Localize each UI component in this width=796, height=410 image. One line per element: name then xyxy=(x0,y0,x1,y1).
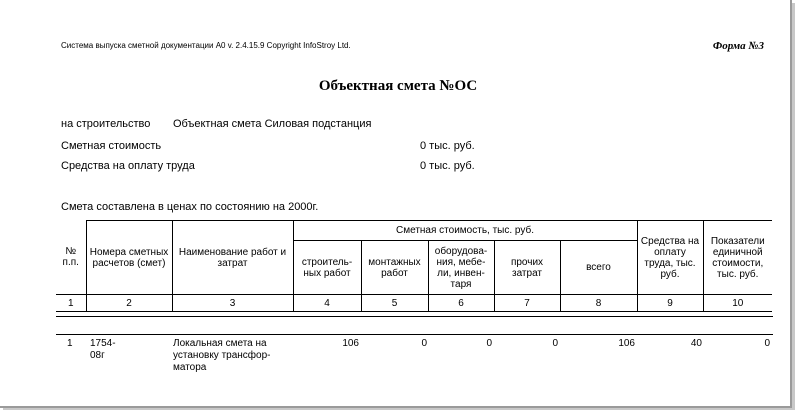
row-installation: 0 xyxy=(421,338,427,349)
estimate-cost-label: Сметная стоимость xyxy=(61,140,162,152)
row-construction: 106 xyxy=(342,338,359,349)
separator-line xyxy=(56,316,773,317)
col-number: 5 xyxy=(361,295,428,312)
row-num: 1 xyxy=(67,338,73,349)
header-labor-funds: Средства на оплату труда, тыс. руб. xyxy=(637,221,703,295)
header-cost-group: Сметная стоимость, тыс. руб. xyxy=(293,221,637,241)
row-equipment: 0 xyxy=(486,338,492,349)
prices-note: Смета составлена в ценах по состоянию на 2000г. xyxy=(61,201,319,213)
header-construction-works: строитель- ных работ xyxy=(293,241,361,295)
header-other-costs: прочих затрат xyxy=(494,241,560,295)
row-name: Локальная смета на установку трансфор- матора xyxy=(173,338,271,373)
row-total: 106 xyxy=(618,338,635,349)
col-number: 2 xyxy=(86,295,172,312)
col-number: 8 xyxy=(560,295,637,312)
header-unit-cost: Показатели единичной стоимости, тыс. руб. xyxy=(703,221,772,295)
header-equipment: оборудова- ния, мебе- ли, инвен- таря xyxy=(428,241,494,295)
document-title: Объектная смета №ОС xyxy=(318,78,478,94)
system-info: Система выпуска сметной документации А0 v. 2.4.15.9 Copyright InfoStroy Ltd. xyxy=(61,41,351,50)
labor-funds-value: 0 тыс. руб. xyxy=(420,160,475,172)
col-number: 7 xyxy=(494,295,560,312)
col-number: 10 xyxy=(703,295,772,312)
header-calc-numbers: Номера сметных расчетов (смет) xyxy=(86,221,172,295)
col-number: 4 xyxy=(293,295,361,312)
row-unit-cost: 0 xyxy=(764,338,770,349)
header-total: всего xyxy=(560,241,637,295)
labor-funds-label: Средства на оплату труда xyxy=(61,160,195,172)
construction-value: Объектная смета Силовая подстанция xyxy=(173,118,372,130)
col-number: 9 xyxy=(637,295,703,312)
header-num: № п.п. xyxy=(62,246,79,269)
header-installation-works: монтажных работ xyxy=(361,241,428,295)
separator-line xyxy=(56,334,773,335)
col-number: 6 xyxy=(428,295,494,312)
estimate-table xyxy=(56,220,772,312)
col-number: 3 xyxy=(172,295,293,312)
col-number: 1 xyxy=(56,295,86,312)
estimate-cost-value: 0 тыс. руб. xyxy=(420,140,475,152)
row-other: 0 xyxy=(552,338,558,349)
form-number: Форма №3 xyxy=(712,40,764,52)
row-labor: 40 xyxy=(690,338,702,349)
row-code: 1754-08г xyxy=(90,338,116,361)
header-name: Наименование работ и затрат xyxy=(172,221,293,295)
construction-label: на строительство xyxy=(61,118,151,130)
